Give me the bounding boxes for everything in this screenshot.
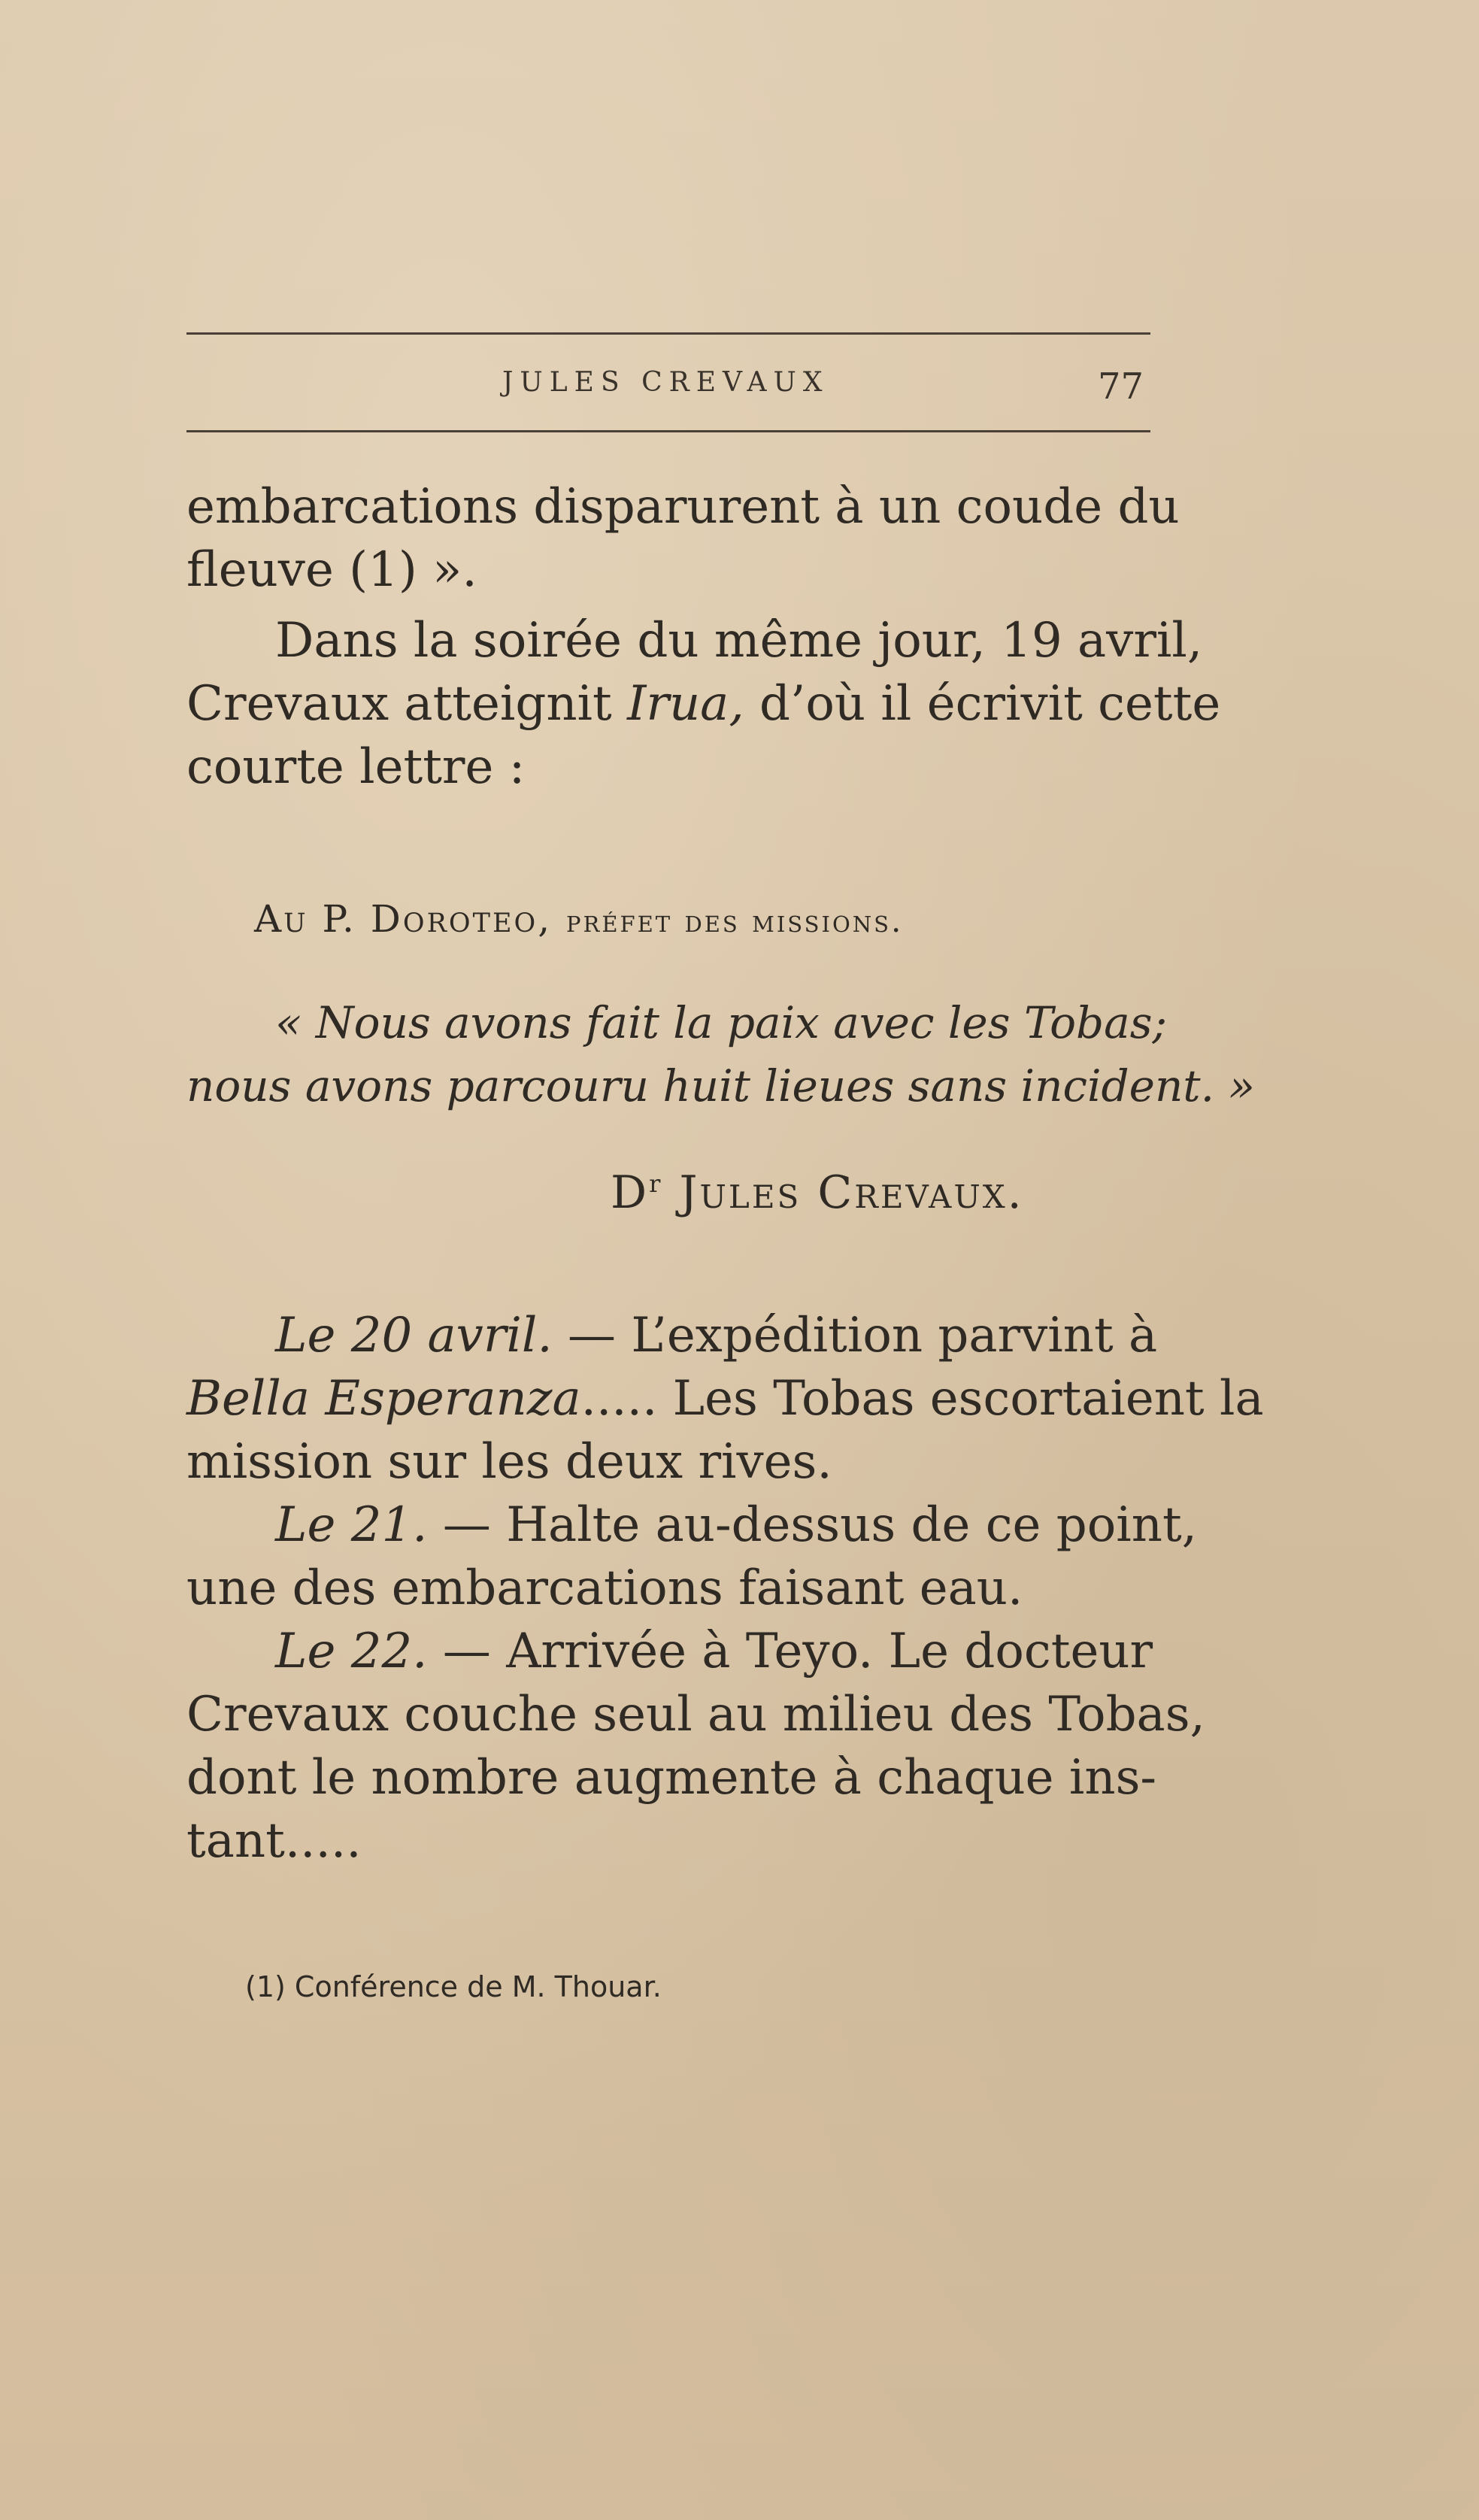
- text-line: fleuve (1) ».: [186, 542, 477, 598]
- running-title: JULES CREVAUX: [502, 367, 829, 398]
- entry-line: tant.....: [186, 1813, 362, 1869]
- entry-line: Le 20 avril. — L’expédition parvint à: [275, 1308, 1158, 1363]
- entry-line: Bella Esperanza..... Les Tobas escortaient la: [186, 1371, 1264, 1427]
- page-number: 77: [1098, 365, 1144, 408]
- entry-date: Le 22.: [275, 1624, 428, 1679]
- entry-line: mission sur les deux rives.: [186, 1434, 832, 1490]
- place-name: Bella Esperanza: [186, 1371, 581, 1427]
- entry-line: Le 22. — Arrivée à Teyo. Le docteur: [275, 1624, 1153, 1679]
- place-name: Irua,: [627, 676, 744, 732]
- text-line: Crevaux atteignit Irua, d’où il écrivit cette: [186, 676, 1221, 732]
- letter-heading: Au P. Doroteo, préfet des missions.: [254, 897, 904, 941]
- footnote: (1) Conférence de M. Thouar.: [245, 1970, 662, 2003]
- header-rule-top: [186, 332, 1150, 335]
- text-line: embarcations disparurent à un coude du: [186, 479, 1180, 535]
- entry-line: Crevaux couche seul au milieu des Tobas,: [186, 1687, 1205, 1742]
- text-line: Dans la soirée du même jour, 19 avril,: [275, 613, 1203, 669]
- entry-line: une des embarcations faisant eau.: [186, 1560, 1023, 1616]
- entry-date: Le 21.: [275, 1497, 428, 1553]
- signature: $D^r$ Jules Crevaux.: [611, 1166, 1024, 1219]
- header-rule-bottom: [186, 430, 1150, 432]
- quote-line: nous avons parcouru huit lieues sans incident. »: [186, 1060, 1255, 1111]
- text-line: courte lettre :: [186, 739, 526, 795]
- entry-line: Le 21. — Halte au-dessus de ce point,: [275, 1497, 1197, 1553]
- quote-line: « Nous avons fait la paix avec les Tobas;: [275, 997, 1168, 1048]
- entry-date: Le 20 avril.: [275, 1308, 553, 1363]
- entry-line: dont le nombre augmente à chaque ins-: [186, 1750, 1157, 1806]
